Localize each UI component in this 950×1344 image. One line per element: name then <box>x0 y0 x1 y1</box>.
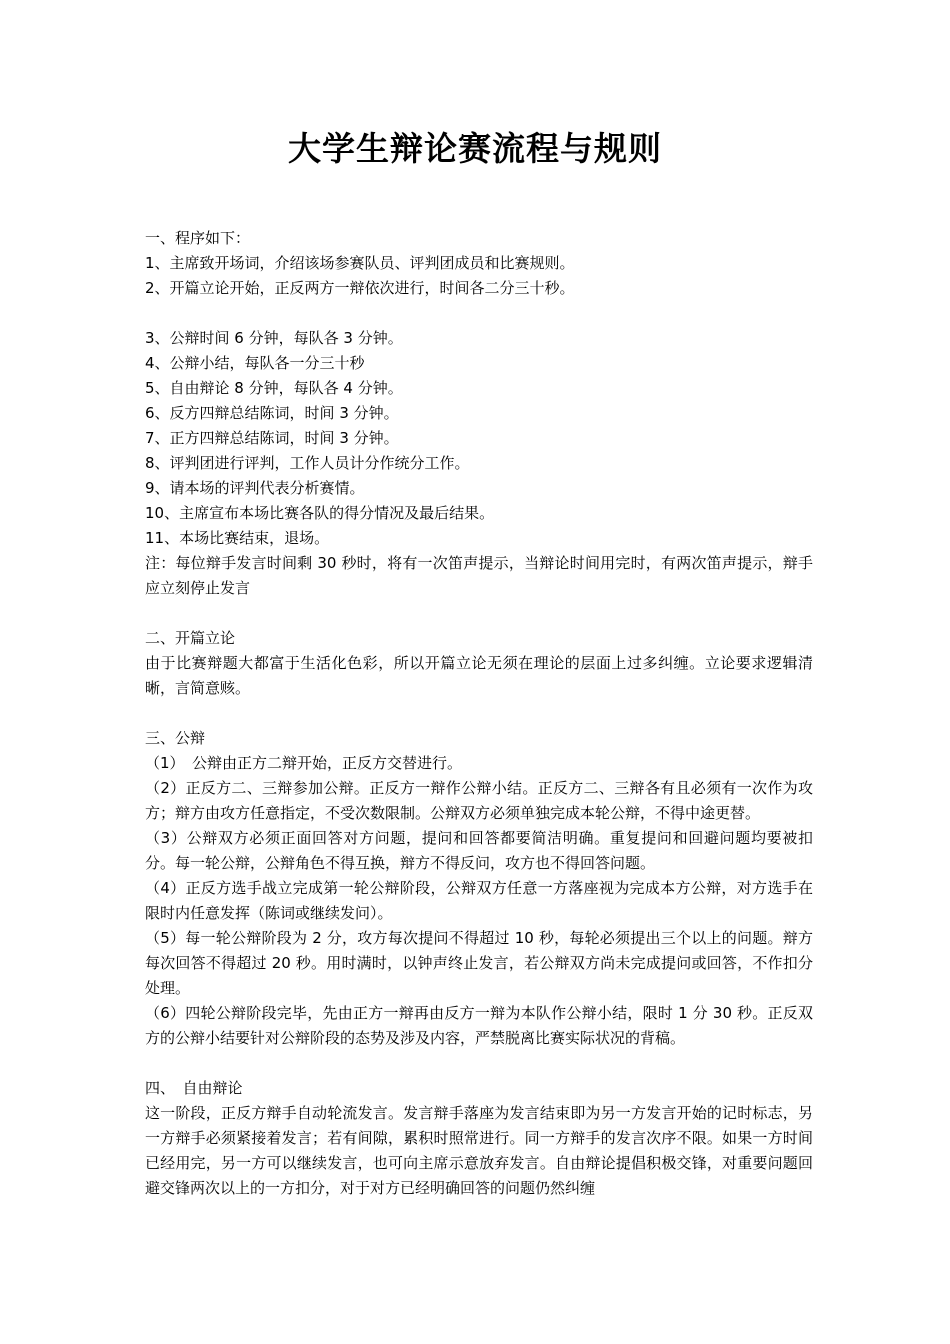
procedure-item: 4、公辩小结，每队各一分三十秒 <box>145 354 365 372</box>
document-body <box>145 226 813 1201</box>
procedure-item: 8、评判团进行评判，工作人员计分作统分工作。 <box>145 454 470 472</box>
opening-paragraph: 由于比赛辩题大都富于生活化色彩，所以开篇立论无须在理论的层面上过多纠缠。立论要求逻辑清晰，言简意赅。 <box>145 654 813 697</box>
free-paragraph: 这一阶段，正反方辩手自动轮流发言。发言辩手落座为发言结束即为另一方发言开始的记时标志，另一方辩手必须紧接着发言；若有间隙，累积时照常进行。同一方辩手的发言次序不限。如果一方时间已经用完，另一方可以继续发言，也可向主席示意放弃发言。自由辩论提倡积极交锋，对重要问题回避交锋两次以上的一方扣分，对于对方已经明确回答的问题仍然纠缠 <box>145 1104 813 1197</box>
procedure-note: 注：每位辩手发言时间剩 30 秒时，将有一次笛声提示，当辩论时间用完时，有两次笛声提示，辩手应立刻停止发言 <box>145 554 813 597</box>
blank-line <box>145 1051 813 1076</box>
blank-line <box>145 701 813 726</box>
procedure-item: 11、本场比赛结束，退场。 <box>145 529 330 547</box>
procedure-item: 5、自由辩论 8 分钟，每队各 4 分钟。 <box>145 379 403 397</box>
section-heading-free: 四、 自由辩论 <box>145 1079 243 1097</box>
procedure-item: 7、正方四辩总结陈词，时间 3 分钟。 <box>145 429 399 447</box>
procedure-item: 1、主席致开场词，介绍该场参赛队员、评判团成员和比赛规则。 <box>145 254 575 272</box>
cross-item: （6）四轮公辩阶段完毕，先由正方一辩再由反方一辩为本队作公辩小结，限时 1 分 30 秒。正反双方的公辩小结要针对公辩阶段的态势及涉及内容，严禁脱离比赛实际状况的背稿。 <box>145 1004 813 1047</box>
cross-item: （3）公辩双方必须正面回答对方问题，提问和回答都要简洁明确。重复提问和回避问题均要被扣分。每一轮公辩，公辩角色不得互换，辩方不得反问，攻方也不得回答问题。 <box>145 829 813 872</box>
cross-item: （4）正反方选手战立完成第一轮公辩阶段，公辩双方任意一方落座视为完成本方公辩，对方选手在限时内任意发挥（陈词或继续发问）。 <box>145 879 813 922</box>
document-title: 大学生辩论赛流程与规则 <box>288 129 662 168</box>
procedure-item: 6、反方四辩总结陈词，时间 3 分钟。 <box>145 404 399 422</box>
cross-item: （5）每一轮公辩阶段为 2 分，攻方每次提问不得超过 10 秒，每轮必须提出三个以上的问题。辩方每次回答不得超过 20 秒。用时满时，以钟声终止发言，若公辩双方尚未完成提问或回答，不作扣分处理。 <box>145 929 813 997</box>
procedure-item: 2、开篇立论开始，正反两方一辩依次进行，时间各二分三十秒。 <box>145 279 575 297</box>
procedure-item: 10、主席宣布本场比赛各队的得分情况及最后结果。 <box>145 504 495 522</box>
cross-item: （1） 公辩由正方二辩开始，正反方交替进行。 <box>145 754 463 772</box>
procedure-item: 9、请本场的评判代表分析赛情。 <box>145 479 365 497</box>
section-heading-cross: 三、公辩 <box>145 729 206 747</box>
cross-item: （2）正反方二、三辩参加公辩。正反方一辩作公辩小结。正反方二、三辩各有且必须有一次作为攻方；辩方由攻方任意指定，不受次数限制。公辩双方必须单独完成本轮公辩，不得中途更替。 <box>145 779 813 822</box>
blank-line <box>145 601 813 626</box>
procedure-item: 3、公辩时间 6 分钟，每队各 3 分钟。 <box>145 329 403 347</box>
section-heading-opening: 二、开篇立论 <box>145 629 236 647</box>
section-heading-procedure: 一、程序如下： <box>145 229 251 247</box>
blank-line <box>145 301 813 326</box>
